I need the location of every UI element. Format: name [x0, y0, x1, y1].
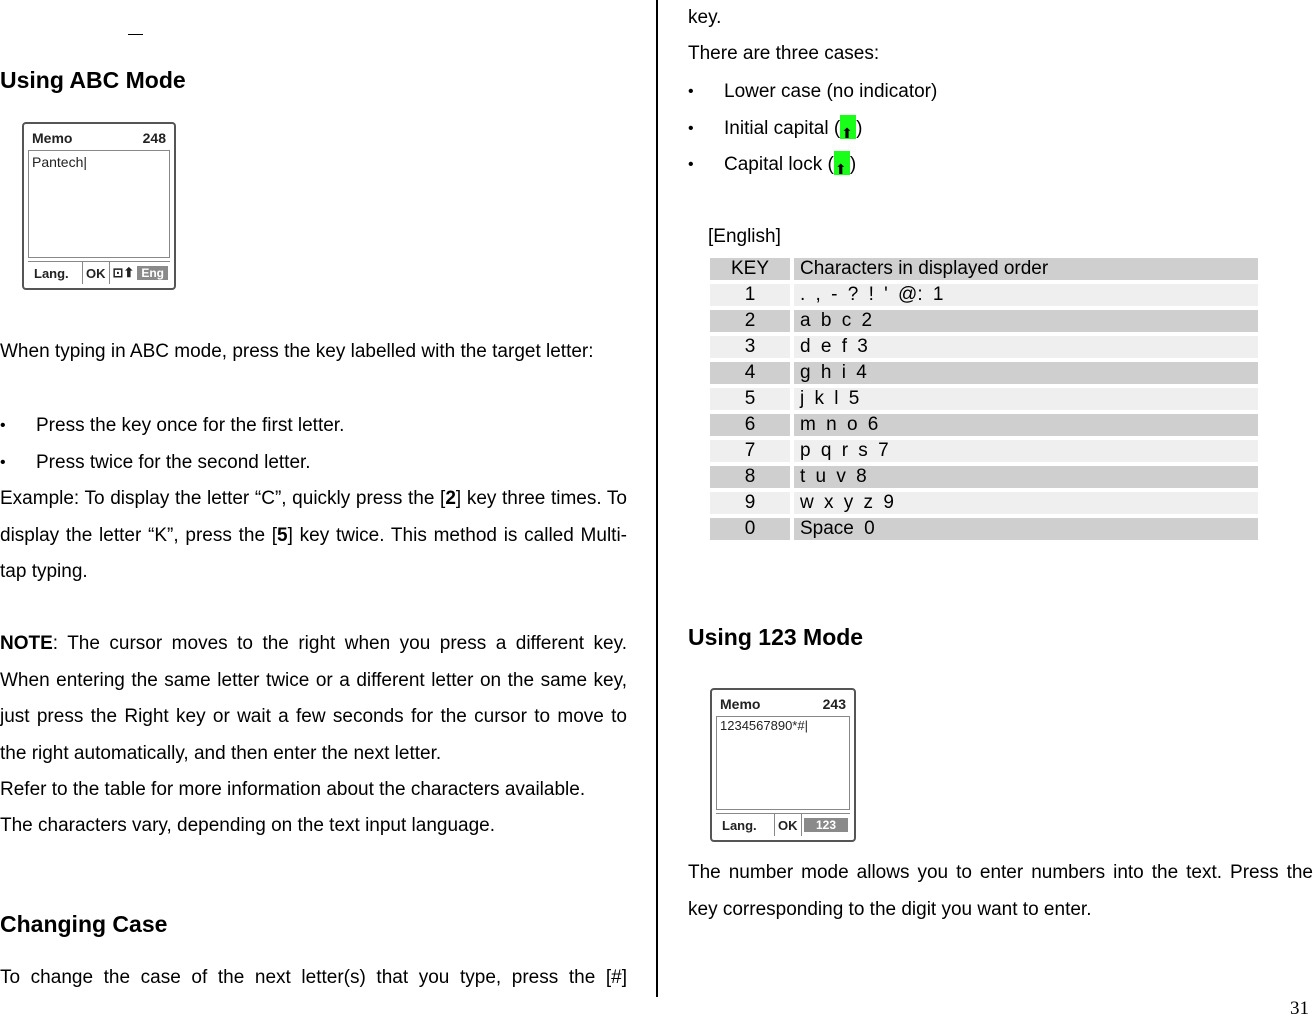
- table-row: [710, 414, 1258, 436]
- lang-softkey-123: Lang.: [722, 817, 757, 833]
- mode-badge-123: 123: [804, 818, 848, 832]
- case-lower: [688, 74, 1288, 111]
- key-cell: 6: [710, 414, 790, 436]
- table-header-row: [710, 258, 1258, 280]
- case-text: To change the case of the next letter(s) that you type, press the [#]: [0, 967, 627, 988]
- chars-cell: . , - ? ! ' @: 1: [794, 284, 1258, 306]
- abc-bullets: [0, 408, 627, 481]
- vary-text: The characters vary, depending on the text input language.: [0, 815, 496, 836]
- number-mode-text: The number mode allows you to enter numbers into the text. Press the key corresponding to the digit you want to enter.: [688, 862, 1313, 920]
- example-key-5: 5: [277, 524, 288, 546]
- key-cell: 2: [710, 310, 790, 332]
- input-icons: ⊡⬆: [112, 265, 135, 280]
- chars-cell: j k l 5: [794, 388, 1258, 410]
- heading-123-mode: Using 123 Mode: [688, 624, 864, 650]
- case-lock-close: ): [849, 154, 857, 175]
- ok-softkey: OK: [86, 265, 106, 281]
- heading-abc-mode: Using ABC Mode: [0, 67, 186, 93]
- bullet-twice: • Press twice for the second letter.: [0, 445, 627, 482]
- key-cell: 8: [710, 466, 790, 488]
- note-label: NOTE: [0, 633, 53, 654]
- key-cell: 1: [710, 284, 790, 306]
- phone-header-123: [720, 696, 846, 712]
- chars-cell: Space 0: [794, 518, 1258, 540]
- chars-cell: g h i 4: [794, 362, 1258, 384]
- header-chars: Characters in displayed order: [794, 258, 1258, 280]
- phone-softkey-bar-123: [716, 813, 850, 836]
- table-row: [710, 362, 1258, 384]
- case-list: [688, 74, 1288, 184]
- note-paragraph: [0, 626, 627, 772]
- column-divider: [656, 0, 658, 997]
- case-capital-lock: [688, 147, 1288, 184]
- page-number: 31: [1290, 998, 1309, 1019]
- phone-title-123: Memo: [720, 696, 761, 712]
- table-row: [710, 518, 1258, 540]
- chars-cell: t u v 8: [794, 466, 1258, 488]
- case-initial-text: Initial capital (: [724, 117, 841, 139]
- header-key: KEY: [710, 258, 790, 280]
- table-caption: [English]: [708, 226, 781, 247]
- phone-title: Memo: [32, 130, 73, 146]
- phone-count-123: 243: [822, 696, 846, 712]
- phone-text: Pantech|: [32, 154, 88, 170]
- key-continuation: key.: [688, 7, 722, 28]
- phone-screen-123: [710, 688, 856, 842]
- example-paragraph: [0, 481, 627, 591]
- case-lower-text: Lower case (no indicator): [724, 81, 938, 102]
- key-cell: 4: [710, 362, 790, 384]
- example-key-2: 2: [445, 488, 456, 509]
- key-cell: 9: [710, 492, 790, 514]
- refer-text: Refer to the table for more information about the characters available.: [0, 779, 586, 800]
- chars-cell: a b c 2: [794, 310, 1258, 332]
- example-part-c: ] key twice. This method is called Multi-tap typing.: [0, 524, 627, 582]
- case-lock-text: Capital lock (: [724, 154, 834, 175]
- abc-intro: When typing in ABC mode, press the key labelled with the target letter:: [0, 341, 594, 362]
- table-row: [710, 440, 1258, 462]
- chars-cell: w x y z 9: [794, 492, 1258, 514]
- table-row: [710, 492, 1258, 514]
- chars-cell: m n o 6: [794, 414, 1258, 436]
- heading-changing-case: Changing Case: [0, 911, 168, 937]
- case-initial-capital: [688, 111, 1288, 148]
- key-cell: 5: [710, 388, 790, 410]
- chars-cell: d e f 3: [794, 336, 1258, 358]
- key-cell: 0: [710, 518, 790, 540]
- chars-cell: p q r s 7: [794, 440, 1258, 462]
- key-cell: 7: [710, 440, 790, 462]
- three-cases-text: There are three cases:: [688, 43, 880, 64]
- key-character-table: [706, 254, 1262, 544]
- phone-header: [32, 130, 166, 146]
- table-row: [710, 388, 1258, 410]
- ok-softkey-123: OK: [778, 817, 798, 833]
- table-row: [710, 336, 1258, 358]
- top-dash: [128, 34, 143, 35]
- capital-lock-icon: [834, 151, 850, 175]
- key-cell: 3: [710, 336, 790, 358]
- table-row: [710, 284, 1258, 306]
- phone-softkey-bar: [28, 261, 170, 284]
- initial-capital-icon: [840, 115, 856, 139]
- phone-text-123: 1234567890*#|: [720, 718, 808, 733]
- mode-badge: Eng: [137, 266, 168, 280]
- phone-screen-abc: [22, 122, 176, 290]
- phone-count: 248: [142, 130, 166, 146]
- case-initial-close: ): [856, 117, 863, 139]
- lang-softkey: Lang.: [34, 265, 69, 281]
- table-row: [710, 466, 1258, 488]
- example-part-b: ] key three times. To display the letter “K”, press the [: [0, 488, 627, 546]
- note-text: : The cursor moves to the right when you press a different key. When entering the same letter twice or a different letter on the same key, just press the Right key or wait a few seconds for the cursor to move to the right automatically, and then enter the next letter.: [0, 633, 627, 764]
- example-part-a: Example: To display the letter “C”, quickly press the [: [0, 488, 446, 509]
- bullet-once: • Press the key once for the first letter.: [0, 408, 627, 445]
- table-row: [710, 310, 1258, 332]
